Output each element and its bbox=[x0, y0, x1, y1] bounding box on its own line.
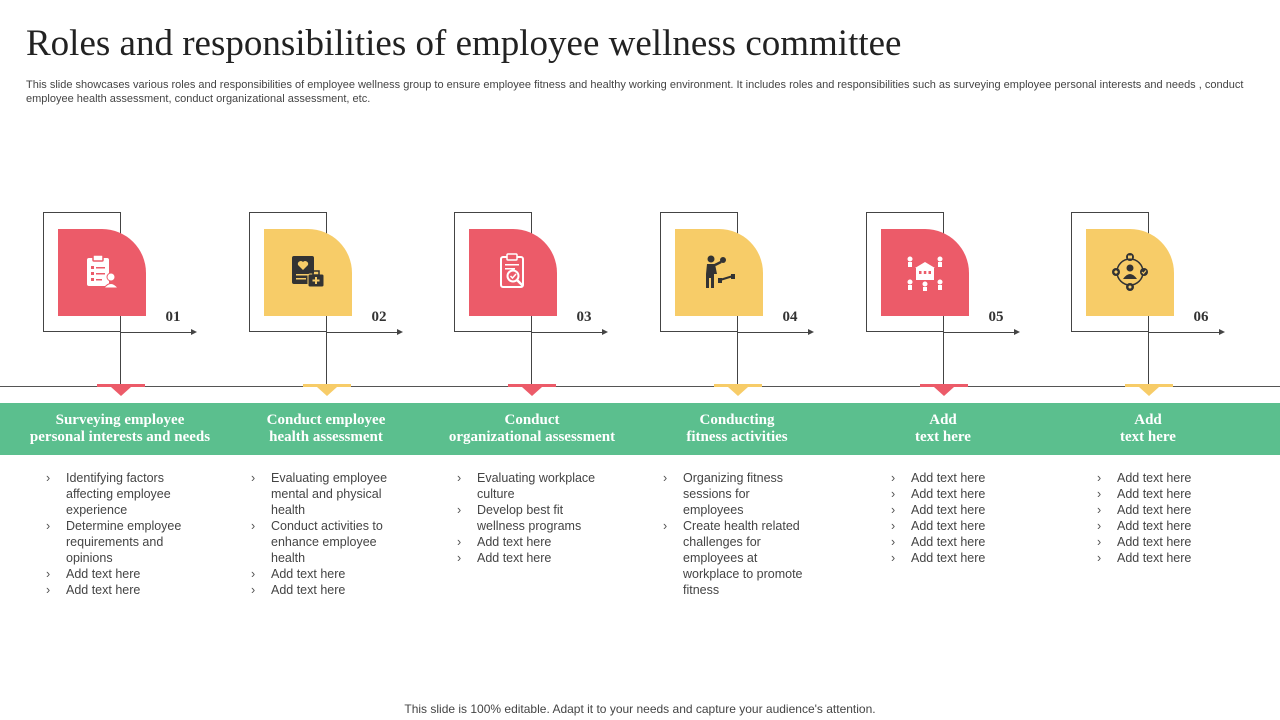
step-arrow bbox=[532, 332, 606, 333]
connector-line bbox=[737, 332, 738, 384]
step-arrow bbox=[121, 332, 195, 333]
connector-line bbox=[120, 332, 121, 384]
timeline-marker bbox=[97, 384, 145, 398]
health-folder-icon bbox=[288, 252, 328, 292]
page-title: Roles and responsibilities of employee wellness committee bbox=[26, 23, 902, 64]
step-list-1 bbox=[46, 470, 196, 598]
step-list-2 bbox=[251, 470, 401, 598]
step-card-4 bbox=[660, 212, 860, 402]
step-card-3 bbox=[454, 212, 654, 402]
list-item: › Add text here bbox=[891, 470, 1031, 486]
step-number: 04 bbox=[782, 309, 798, 325]
list-item: › Add text here bbox=[1097, 550, 1237, 566]
step-card-1 bbox=[43, 212, 243, 402]
list-item: › Add text here bbox=[251, 566, 401, 582]
list-item: › Add text here bbox=[891, 486, 1031, 502]
list-item: › Add text here bbox=[457, 534, 607, 550]
connector-line bbox=[326, 332, 327, 384]
list-item: › Determine employee requirements and opinions bbox=[46, 518, 196, 566]
connector-line bbox=[1148, 332, 1149, 384]
list-item: › Conduct activities to enhance employee health bbox=[251, 518, 401, 566]
step-arrow bbox=[738, 332, 812, 333]
step-number: 05 bbox=[988, 309, 1004, 325]
list-item: › Add text here bbox=[1097, 486, 1237, 502]
footer-note: This slide is 100% editable. Adapt it to your needs and capture your audience's attention. bbox=[404, 702, 876, 716]
list-item: › Develop best fit wellness programs bbox=[457, 502, 607, 534]
list-item: › Add text here bbox=[1097, 534, 1237, 550]
connector-line bbox=[943, 332, 944, 384]
list-item: › Identifying factors affecting employee experience bbox=[46, 470, 196, 518]
step-heading-1: Surveying employee personal interests and needs bbox=[29, 412, 211, 445]
step-heading-3: Conduct organizational assessment bbox=[448, 412, 616, 445]
step-arrow bbox=[327, 332, 401, 333]
step-heading-6: Add text here bbox=[1120, 412, 1176, 445]
list-item: › Add text here bbox=[1097, 502, 1237, 518]
organization-building-icon bbox=[905, 252, 945, 292]
employee-network-icon bbox=[1110, 252, 1150, 292]
list-item: › Add text here bbox=[891, 518, 1031, 534]
step-heading-2: Conduct employee health assessment bbox=[266, 412, 386, 445]
list-item: › Add text here bbox=[1097, 470, 1237, 486]
step-heading-4: Conducting fitness activities bbox=[686, 412, 788, 445]
timeline-marker bbox=[508, 384, 556, 398]
step-number: 06 bbox=[1193, 309, 1209, 325]
step-arrow bbox=[944, 332, 1018, 333]
list-item: › Add text here bbox=[891, 550, 1031, 566]
list-item: › Add text here bbox=[891, 534, 1031, 550]
assessment-clipboard-icon bbox=[493, 252, 533, 292]
step-arrow bbox=[1149, 332, 1223, 333]
step-list-4 bbox=[663, 470, 813, 598]
step-number: 02 bbox=[371, 309, 387, 325]
step-card-6 bbox=[1071, 212, 1271, 402]
step-list-3 bbox=[457, 470, 607, 566]
step-heading-5: Add text here bbox=[915, 412, 971, 445]
connector-line bbox=[531, 332, 532, 384]
list-item: › Add text here bbox=[46, 582, 196, 598]
icon-tile bbox=[469, 229, 557, 316]
list-item: › Evaluating workplace culture bbox=[457, 470, 607, 502]
list-item: › Organizing fitness sessions for employees bbox=[663, 470, 813, 518]
icon-tile bbox=[675, 229, 763, 316]
list-item: › Add text here bbox=[891, 502, 1031, 518]
step-number: 01 bbox=[165, 309, 181, 325]
timeline-marker bbox=[920, 384, 968, 398]
timeline-marker bbox=[714, 384, 762, 398]
timeline-marker bbox=[303, 384, 351, 398]
icon-tile bbox=[264, 229, 352, 316]
fitness-person-icon bbox=[699, 252, 739, 292]
step-number: 03 bbox=[576, 309, 592, 325]
survey-clipboard-icon bbox=[82, 252, 122, 292]
step-list-5 bbox=[891, 470, 1031, 566]
list-item: › Add text here bbox=[251, 582, 401, 598]
page-subtitle: This slide showcases various roles and responsibilities of employee wellness group to ensure employee fitness and healthy working environment. It includes roles and responsibilities such as surveying employee personal interests and needs , conduct employee health assessment, conduct organizational assessment, etc. bbox=[26, 79, 1244, 105]
list-item: › Add text here bbox=[1097, 518, 1237, 534]
list-item: › Create health related challenges for employees at workplace to promote fitness bbox=[663, 518, 813, 598]
step-card-5 bbox=[866, 212, 1066, 402]
list-item: › Add text here bbox=[457, 550, 607, 566]
icon-tile bbox=[58, 229, 146, 316]
list-item: › Evaluating employee mental and physical health bbox=[251, 470, 401, 518]
step-list-6 bbox=[1097, 470, 1237, 566]
timeline-marker bbox=[1125, 384, 1173, 398]
icon-tile bbox=[1086, 229, 1174, 316]
list-item: › Add text here bbox=[46, 566, 196, 582]
icon-tile bbox=[881, 229, 969, 316]
step-card-2 bbox=[249, 212, 449, 402]
